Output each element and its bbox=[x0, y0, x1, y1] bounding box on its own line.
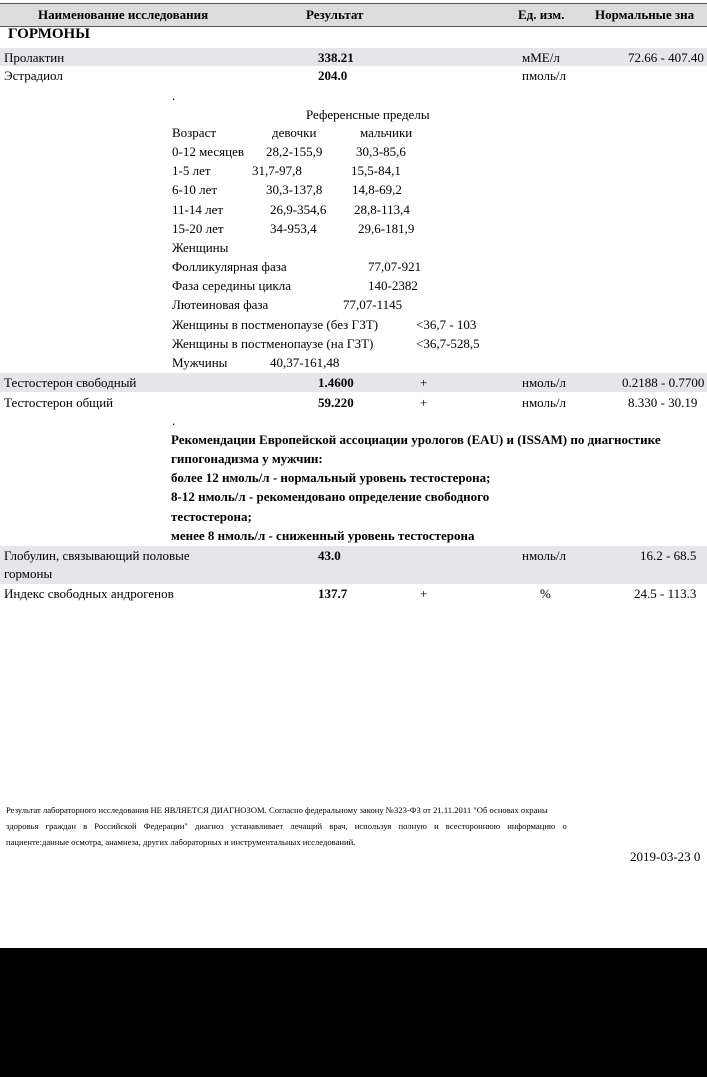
test-name: Глобулин, связывающий половые bbox=[4, 548, 190, 563]
phase-value: <36,7-528,5 bbox=[416, 336, 480, 351]
recommendation-line: гипогонадизма у мужчин: bbox=[171, 451, 323, 466]
comment-dot: . bbox=[172, 88, 176, 103]
boys-range: 15,5-84,1 bbox=[351, 163, 401, 178]
phase-label: Лютеиновая фаза bbox=[172, 297, 269, 312]
phase-value: 77,07-921 bbox=[368, 259, 422, 274]
test-result: 43.0 bbox=[318, 548, 341, 563]
boys-range: 14,8-69,2 bbox=[352, 182, 402, 197]
table-row-estradiol bbox=[0, 66, 707, 84]
table-row-testosterone-free bbox=[0, 373, 707, 392]
test-result: 59.220 bbox=[318, 395, 354, 410]
girls-range: 30,3-137,8 bbox=[266, 182, 323, 197]
section-title: ГОРМОНЫ bbox=[8, 26, 90, 42]
disclaimer-line: Результат лабораторного исследования НЕ ЯВЛЯЕТСЯ ДИАГНОЗОМ. Согласно федеральному закону №323-ФЗ от 21.11.2011 "Об основах охраны bbox=[6, 805, 548, 815]
test-norm: 72.66 - 407.40 bbox=[628, 50, 704, 65]
table-row-shbg bbox=[0, 546, 707, 584]
black-bottom-area bbox=[0, 948, 707, 1077]
boys-range: 29,6-181,9 bbox=[358, 221, 415, 236]
phase-label: Фаза середины цикла bbox=[172, 278, 291, 293]
header-unit: Ед. изм. bbox=[518, 7, 565, 22]
header-name: Наименование исследования bbox=[38, 7, 209, 22]
girls-range: 26,9-354,6 bbox=[270, 202, 327, 217]
phase-value: 77,07-1145 bbox=[343, 297, 403, 312]
test-unit: пмоль/л bbox=[522, 68, 567, 83]
phase-value: 140-2382 bbox=[368, 278, 418, 293]
table-row-prolactin bbox=[0, 48, 707, 66]
table-row-fai bbox=[0, 584, 707, 603]
test-result: 1.4600 bbox=[318, 375, 354, 390]
test-norm: 24.5 - 113.3 bbox=[634, 586, 697, 601]
header-result: Результат bbox=[306, 7, 364, 22]
girls-range: 28,2-155,9 bbox=[266, 144, 323, 159]
col-girls: девочки bbox=[272, 125, 317, 140]
disclaimer-line: пациенте:данные осмотра, анамнеза, других лабораторных и инструментальных исследований. bbox=[6, 837, 356, 847]
age-range: 15-20 лет bbox=[172, 221, 224, 236]
comment-dot: . bbox=[172, 413, 176, 428]
girls-range: 31,7-97,8 bbox=[252, 163, 302, 178]
test-norm: 8.330 - 30.19 bbox=[628, 395, 698, 410]
test-name: Эстрадиол bbox=[4, 68, 63, 83]
age-range: 6-10 лет bbox=[172, 182, 218, 197]
flag-indicator: + bbox=[420, 395, 428, 410]
recommendation-line: менее 8 нмоль/л - сниженный уровень тестостерона bbox=[171, 528, 475, 543]
test-name: Пролактин bbox=[4, 50, 65, 65]
reference-title: Референсные пределы bbox=[306, 107, 430, 122]
test-result: 204.0 bbox=[318, 68, 348, 83]
phase-label: Женщины в постменопаузе (без ГЗТ) bbox=[172, 317, 379, 332]
test-name: Тестостерон общий bbox=[4, 395, 114, 410]
test-name-continued: гормоны bbox=[4, 566, 53, 581]
phase-label: Фолликулярная фаза bbox=[172, 259, 287, 274]
recommendation-line: более 12 нмоль/л - нормальный уровень тестостерона; bbox=[171, 470, 491, 485]
header-norm: Нормальные зна bbox=[595, 7, 695, 22]
test-result: 338.21 bbox=[318, 50, 354, 65]
recommendation-line: 8-12 нмоль/л - рекомендовано определение свободного bbox=[171, 489, 490, 504]
table-header bbox=[0, 3, 707, 27]
flag-indicator: + bbox=[420, 375, 428, 390]
phase-label: Женщины в постменопаузе (на ГЗТ) bbox=[172, 336, 374, 351]
boys-range: 30,3-85,6 bbox=[356, 144, 406, 159]
recommendation-line: тестостерона; bbox=[171, 509, 252, 524]
test-name: Тестостерон свободный bbox=[4, 375, 137, 390]
col-age: Возраст bbox=[172, 125, 217, 140]
women-label: Женщины bbox=[172, 240, 229, 255]
test-norm: 16.2 - 68.5 bbox=[640, 548, 697, 563]
age-range: 11-14 лет bbox=[172, 202, 224, 217]
test-norm: 0.2188 - 0.7700 bbox=[622, 375, 705, 390]
phase-value: <36,7 - 103 bbox=[416, 317, 477, 332]
phase-value: 40,37-161,48 bbox=[270, 355, 340, 370]
flag-indicator: + bbox=[420, 586, 428, 601]
report-date: 2019-03-23 0 bbox=[630, 849, 701, 864]
test-unit: мМЕ/л bbox=[522, 50, 560, 65]
age-range: 1-5 лет bbox=[172, 163, 211, 178]
age-range: 0-12 месяцев bbox=[172, 144, 245, 159]
boys-range: 28,8-113,4 bbox=[354, 202, 410, 217]
test-unit: нмоль/л bbox=[522, 548, 567, 563]
col-boys: мальчики bbox=[360, 125, 413, 140]
test-unit: нмоль/л bbox=[522, 375, 567, 390]
test-unit: нмоль/л bbox=[522, 395, 567, 410]
test-name: Индекс свободных андрогенов bbox=[4, 586, 174, 601]
test-unit: % bbox=[540, 586, 551, 601]
disclaimer-line: здоровья граждан в Российской Федерации" диагноз устанавливает лечащий врач, используя полную и всестороннюю информацию о bbox=[6, 821, 567, 831]
test-result: 137.7 bbox=[318, 586, 348, 601]
phase-label: Мужчины bbox=[172, 355, 228, 370]
recommendation-line: Рекомендации Европейской ассоциации урологов (EAU) и (ISSAM) по диагностике bbox=[171, 432, 661, 447]
disclaimer bbox=[6, 802, 707, 850]
table-row-testosterone-total bbox=[0, 393, 707, 412]
girls-range: 34-953,4 bbox=[270, 221, 317, 236]
